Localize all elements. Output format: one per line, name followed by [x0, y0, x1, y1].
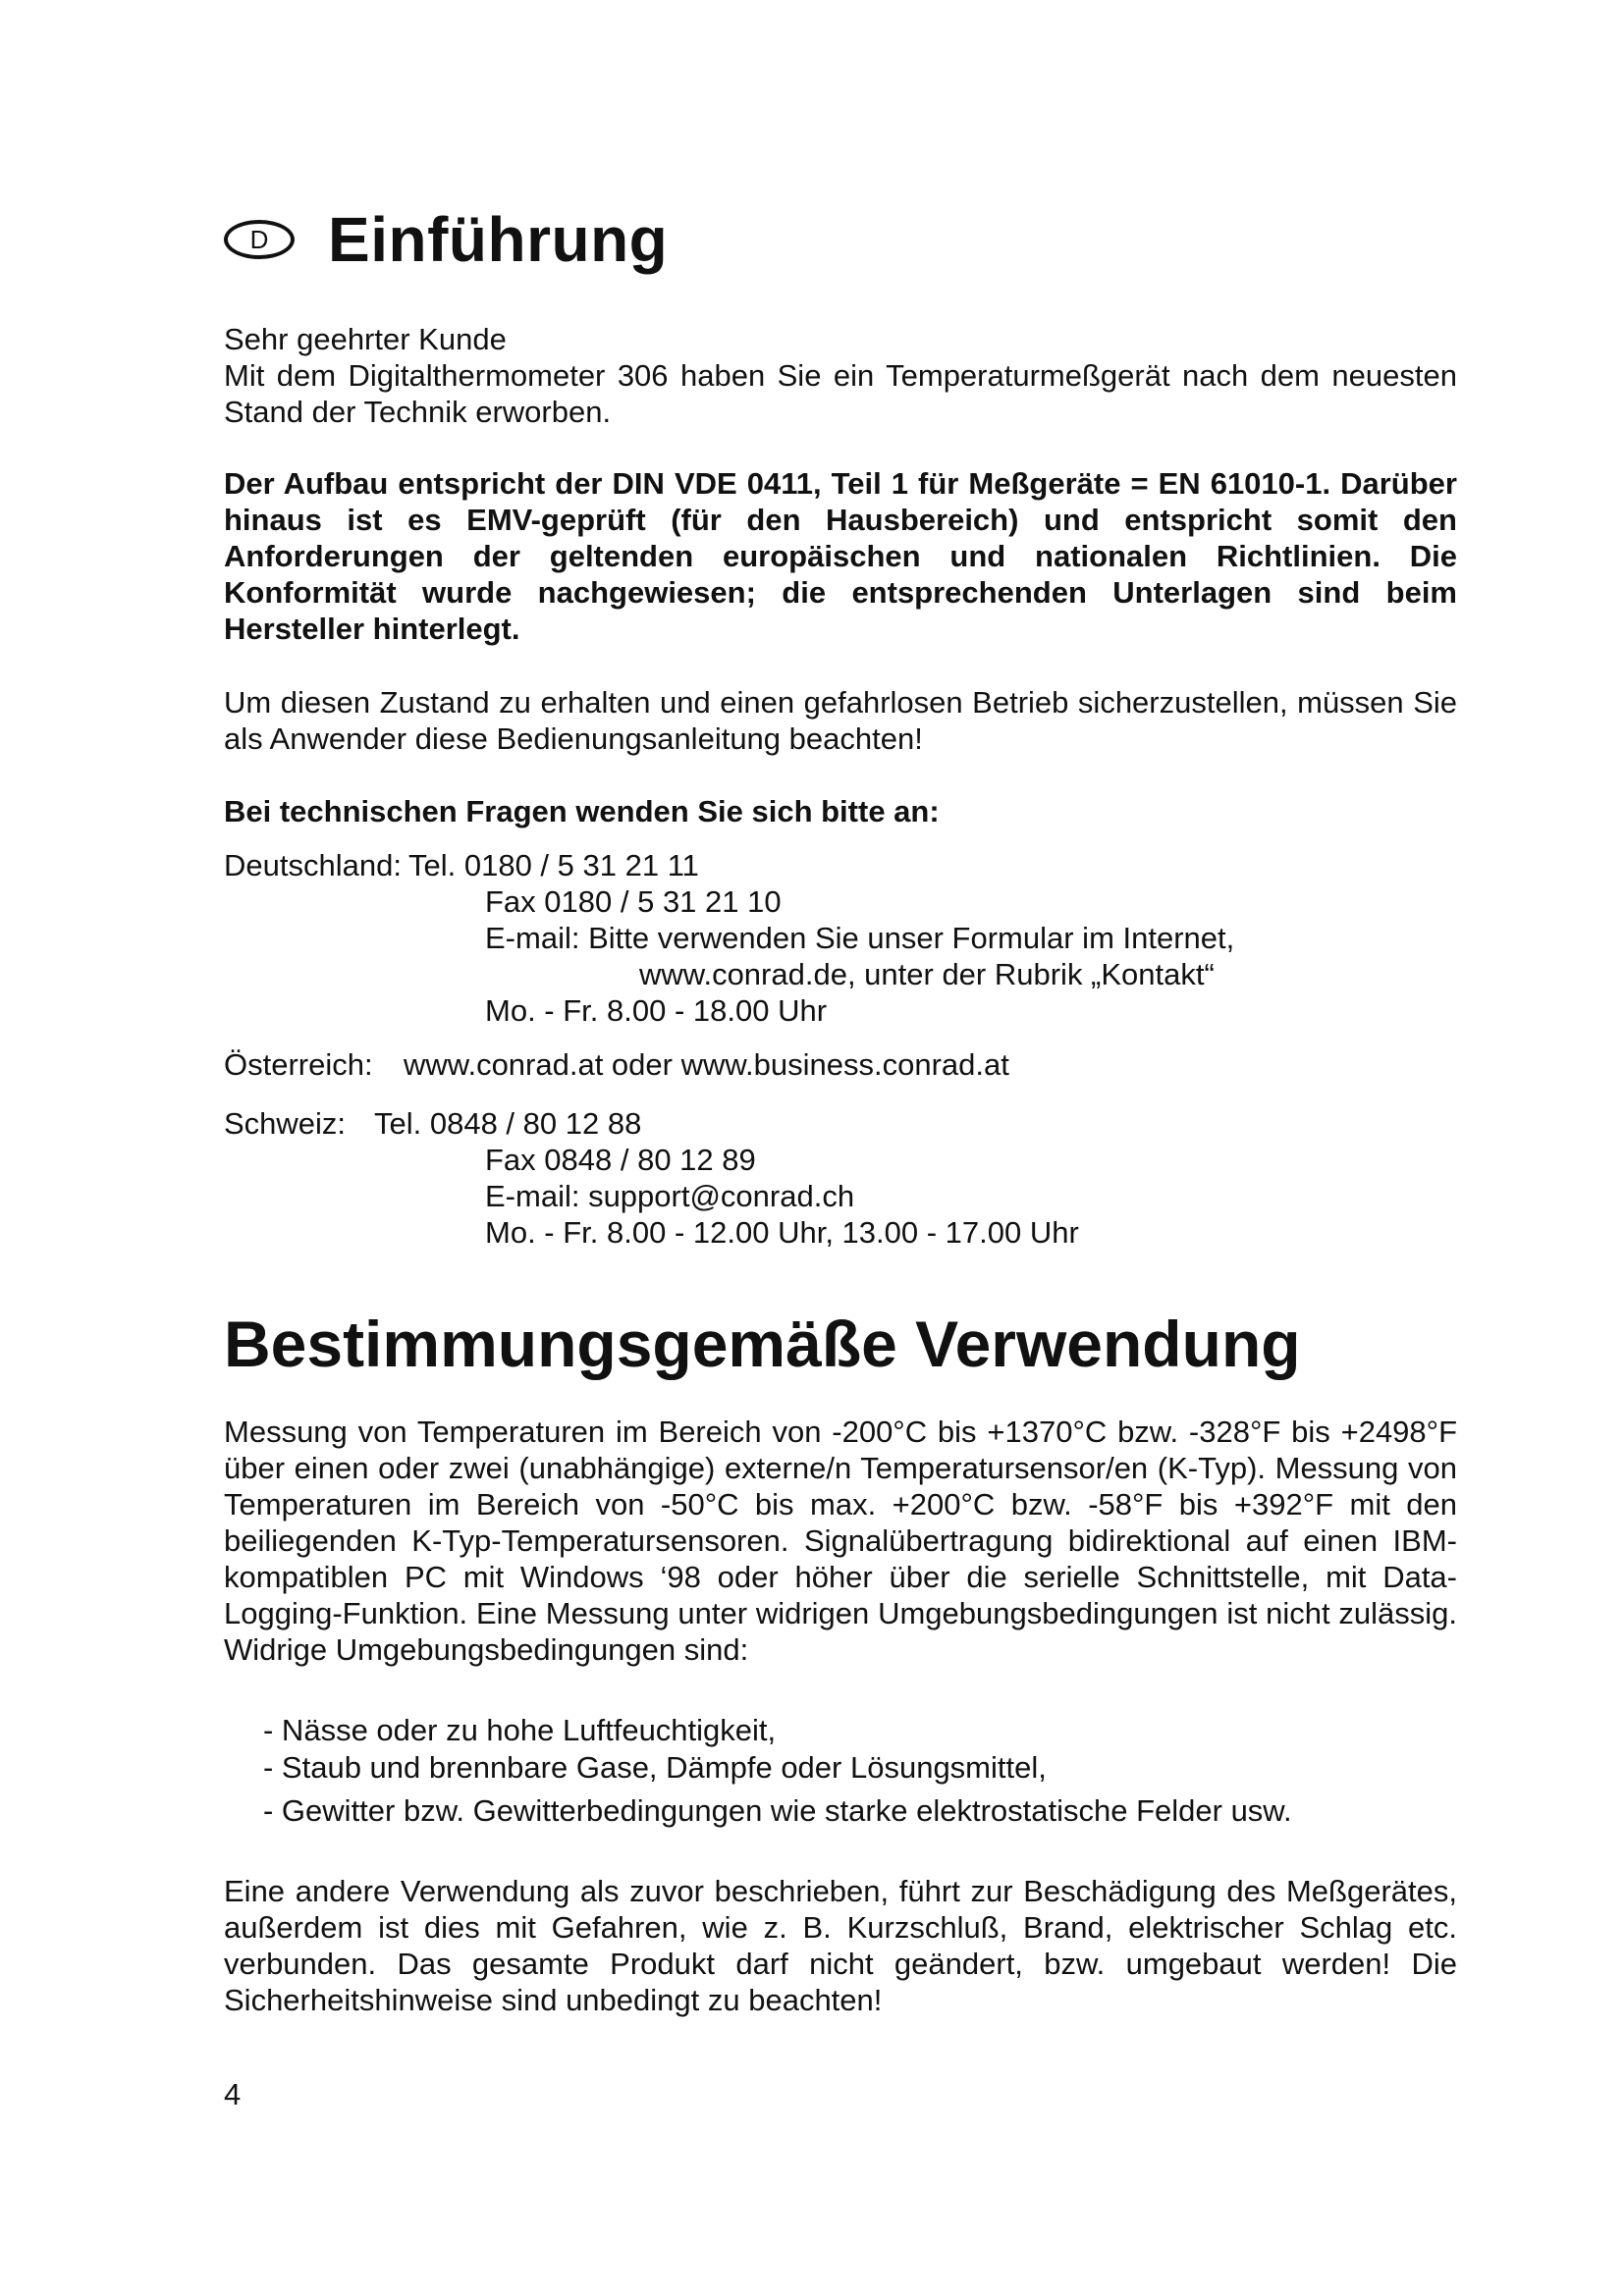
- intro-greeting: Sehr geehrter Kunde: [224, 322, 507, 356]
- country-badge-icon: [224, 220, 295, 259]
- contact-switzerland-fax: Fax 0848 / 80 12 89: [485, 1143, 756, 1177]
- contact-germany-label: Deutschland:: [224, 848, 402, 882]
- contact-switzerland-tel: Tel. 0848 / 80 12 88: [374, 1106, 642, 1141]
- usage-title: Bestimmungsgemäße Verwendung: [224, 1308, 1301, 1380]
- intro-heading: [224, 204, 669, 275]
- contact-austria-web: www.conrad.at oder www.business.conrad.at: [404, 1047, 1009, 1082]
- contact-switzerland-hours: Mo. - Fr. 8.00 - 12.00 Uhr, 13.00 - 17.00 Uhr: [485, 1215, 1079, 1250]
- contact-germany-email: E-mail: Bitte verwenden Sie unser Formular im Internet,: [485, 921, 1235, 955]
- intro-conformity-paragraph: Der Aufbau entspricht der DIN VDE 0411, Teil 1 für Meßgeräte = EN 61010-1. Darüber hinaus ist es EMV-geprüft (für den Hausbereich) und entspricht somit den Anforderungen der geltenden europäischen und nationalen Richtlinien. Die Konformität wurde nachgewiesen; die entsprechenden Unterlagen sind beim Hersteller hinterlegt.: [224, 466, 1457, 646]
- contact-switzerland-email: E-mail: support@conrad.ch: [485, 1179, 855, 1213]
- usage-condition-item: - Nässe oder zu hohe Luftfeuchtigkeit,: [263, 1713, 777, 1747]
- contact-germany-tel: Tel. 0180 / 5 31 21 11: [408, 848, 699, 882]
- contact-germany-fax: Fax 0180 / 5 31 21 10: [485, 884, 782, 919]
- contact-heading: Bei technischen Fragen wenden Sie sich bitte an:: [224, 794, 940, 828]
- intro-title: Einführung: [328, 204, 669, 275]
- contact-germany-web: www.conrad.de, unter der Rubrik „Kontakt“: [639, 957, 1215, 991]
- contact-switzerland-label: Schweiz:: [224, 1106, 347, 1141]
- intro-paragraph-1: Mit dem Digitalthermometer 306 haben Sie ein Temperaturmeßgerät nach dem neuesten Stand der Technik erworben.: [224, 358, 1457, 429]
- usage-paragraph-1: Messung von Temperaturen im Bereich von -200°C bis +1370°C bzw. -328°F bis +2498°F über einen oder zwei (unabhängige) externe/n Temperatursensor/en (K-Typ). Messung von Temperaturen im Bereich von -50°C bis max. +200°C bzw. -58°F bis +392°F mit den beiliegenden K-Typ-Temperatursensoren. Signalübertragung bidirektional auf einen IBM-kompatiblen PC mit Windows ‘98 oder höher über die serielle Schnittstelle, mit Data-Logging-Funktion. Eine Messung unter widrigen Umgebungsbedingungen ist nicht zulässig. Widrige Umgebungsbedingungen sind:: [224, 1415, 1457, 1667]
- contact-germany-hours: Mo. - Fr. 8.00 - 18.00 Uhr: [485, 993, 828, 1028]
- intro-paragraph-2: Um diesen Zustand zu erhalten und einen gefahrlosen Betrieb sicherzustellen, müssen Sie als Anwender diese Bedienungsanleitung beachten!: [224, 685, 1457, 756]
- contact-austria-label: Österreich:: [224, 1047, 373, 1082]
- country-badge-label: D: [249, 224, 269, 254]
- page-number: 4: [224, 2077, 242, 2111]
- usage-condition-item: - Staub und brennbare Gase, Dämpfe oder Lösungsmittel,: [263, 1750, 1047, 1785]
- usage-condition-item: - Gewitter bzw. Gewitterbedingungen wie starke elektrostatische Felder usw.: [263, 1793, 1292, 1828]
- usage-paragraph-2: Eine andere Verwendung als zuvor beschrieben, führt zur Beschädigung des Meßgerätes, außerdem ist dies mit Gefahren, wie z. B. Kurzschluß, Brand, elektrischer Schlag etc. verbunden. Das gesamte Produkt darf nicht geändert, bzw. umgebaut werden! Die Sicherheitshinweise sind unbedingt zu beachten!: [224, 1874, 1457, 2017]
